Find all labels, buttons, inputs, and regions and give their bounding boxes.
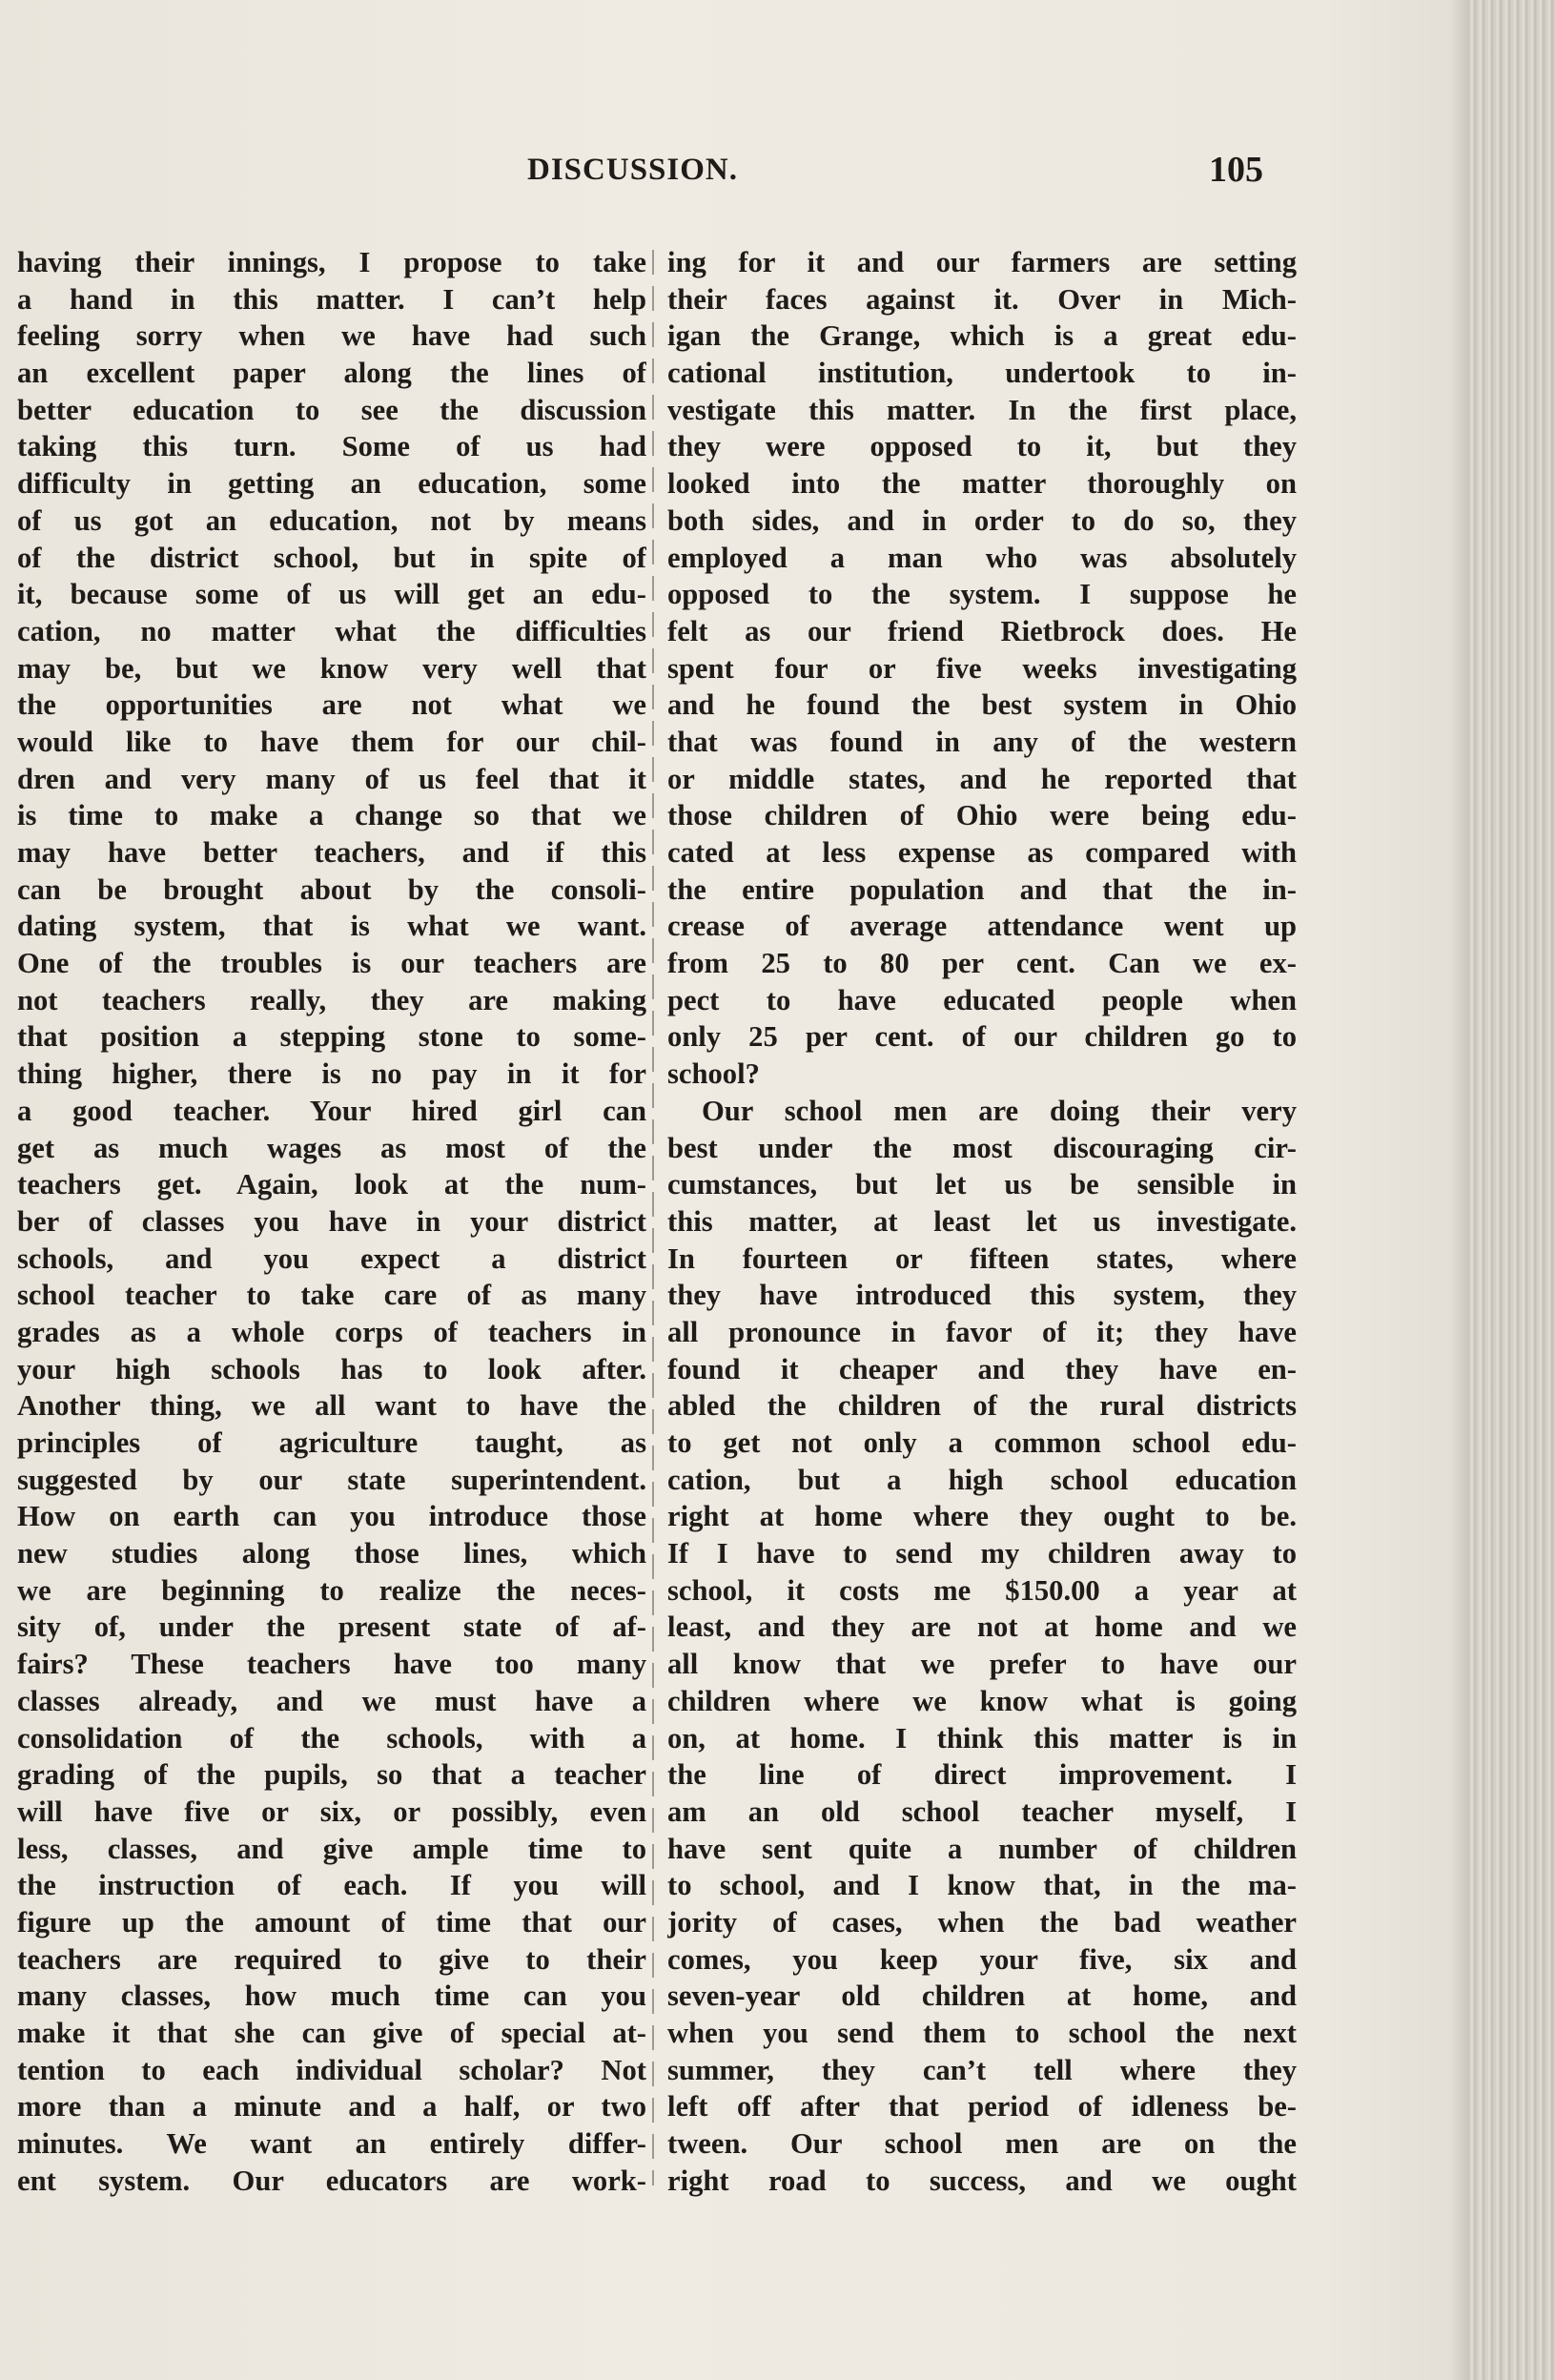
text-line: ber of classes you have in your district — [17, 1204, 646, 1238]
text-line: tention to each individual scholar? Not — [17, 2053, 646, 2086]
text-line: may be, but we know very well that — [17, 651, 646, 685]
text-line: of the district school, but in spite of — [17, 541, 646, 574]
text-line: more than a minute and a half, or two — [17, 2090, 646, 2124]
text-line: and he found the best system in Ohio — [667, 688, 1297, 722]
text-line: cumstances, but let us be sensible in — [667, 1168, 1297, 1201]
text-line: principles of agriculture taught, as — [17, 1426, 646, 1459]
text-line: your high schools has to look after. — [17, 1352, 646, 1385]
text-line: teachers get. Again, look at the num- — [17, 1168, 646, 1201]
text-line: this matter, at least let us investigate. — [667, 1204, 1297, 1238]
text-line: all pronounce in favor of it; they have — [667, 1315, 1297, 1348]
text-line: an excellent paper along the lines of — [17, 357, 646, 390]
column-divider — [652, 250, 654, 2185]
text-line: In fourteen or fifteen states, where — [667, 1241, 1297, 1275]
text-line: both sides, and in order to do so, they — [667, 503, 1297, 537]
text-line: Our school men are doing their very — [702, 1094, 1297, 1127]
page-header — [0, 150, 1555, 210]
text-line: crease of average attendance went up — [667, 910, 1297, 943]
text-line: school teacher to take care of as many — [17, 1279, 646, 1312]
text-line: a hand in this matter. I can’t help — [17, 282, 646, 316]
text-line: am an old school teacher myself, I — [667, 1795, 1297, 1828]
text-line: new studies along those lines, which — [17, 1537, 646, 1570]
text-line: figure up the amount of time that our — [17, 1905, 646, 1939]
text-line: or middle states, and he reported that — [667, 762, 1297, 795]
text-line: will have five or six, or possibly, even — [17, 1795, 646, 1828]
text-line: Another thing, we all want to have the — [17, 1389, 646, 1423]
text-line: get as much wages as most of the — [17, 1131, 646, 1164]
text-line: One of the troubles is our teachers are — [17, 947, 646, 980]
text-line: igan the Grange, which is a great edu- — [667, 319, 1297, 353]
text-line: cation, but a high school education — [667, 1463, 1297, 1496]
text-line: only 25 per cent. of our children go to — [667, 1020, 1297, 1054]
text-line: left off after that period of idleness be- — [667, 2090, 1297, 2124]
text-line: feeling sorry when we have had such — [17, 319, 646, 353]
text-line: teachers are required to give to their — [17, 1942, 646, 1976]
text-line: jority of cases, when the bad weather — [667, 1905, 1297, 1939]
text-line: school, it costs me $150.00 a year at — [667, 1573, 1297, 1607]
text-line: less, classes, and give ample time to — [17, 1832, 646, 1865]
text-line: a good teacher. Your hired girl can — [17, 1094, 646, 1127]
text-line: ent system. Our educators are work- — [17, 2164, 646, 2197]
text-line: their faces against it. Over in Mich- — [667, 282, 1297, 316]
text-line: of us got an education, not by means — [17, 503, 646, 537]
text-line: the line of direct improvement. I — [667, 1758, 1297, 1792]
text-line: children where we know what is going — [667, 1684, 1297, 1717]
text-line: grades as a whole corps of teachers in — [17, 1315, 646, 1348]
text-line: right at home where they ought to be. — [667, 1500, 1297, 1533]
text-line: pect to have educated people when — [667, 983, 1297, 1016]
text-line: least, and they are not at home and we — [667, 1611, 1297, 1644]
text-line: abled the children of the rural districts — [667, 1389, 1297, 1423]
text-line: schools, and you expect a district — [17, 1241, 646, 1275]
left-text-column — [17, 244, 646, 2199]
text-line: to school, and I know that, in the ma- — [667, 1869, 1297, 1902]
text-line: tween. Our school men are on the — [667, 2127, 1297, 2161]
text-line: cation, no matter what the difficulties — [17, 614, 646, 647]
text-line: we are beginning to realize the neces- — [17, 1573, 646, 1607]
text-line: they have introduced this system, they — [667, 1279, 1297, 1312]
text-line: If I have to send my children away to — [667, 1537, 1297, 1570]
text-line: school? — [667, 1057, 760, 1091]
text-line: comes, you keep your five, six and — [667, 1942, 1297, 1976]
text-line: the opportunities are not what we — [17, 688, 646, 722]
text-line: ing for it and our farmers are setting — [667, 246, 1297, 278]
text-line: the entire population and that the in- — [667, 872, 1297, 906]
text-line: consolidation of the schools, with a — [17, 1721, 646, 1754]
text-line: those children of Ohio were being edu- — [667, 799, 1297, 832]
text-line: fairs? These teachers have too many — [17, 1648, 646, 1681]
text-line: suggested by our state superintendent. — [17, 1463, 646, 1496]
text-line: they were opposed to it, but they — [667, 430, 1297, 463]
text-line: it, because some of us will get an edu- — [17, 578, 646, 611]
text-line: may have better teachers, and if this — [17, 836, 646, 869]
text-line: right road to success, and we ought — [667, 2164, 1297, 2197]
text-line: sity of, under the present state of af- — [17, 1611, 646, 1644]
text-line: spent four or five weeks investigating — [667, 651, 1297, 685]
text-line: looked into the matter thoroughly on — [667, 467, 1297, 501]
text-line: having their innings, I propose to take — [17, 246, 646, 278]
text-line: summer, they can’t tell where they — [667, 2053, 1297, 2086]
text-line: cated at less expense as compared with — [667, 836, 1297, 869]
text-line: would like to have them for our chil- — [17, 725, 646, 758]
text-line: best under the most discouraging cir- — [667, 1131, 1297, 1164]
text-line: grading of the pupils, so that a teacher — [17, 1758, 646, 1792]
running-head: DISCUSSION. — [527, 153, 738, 187]
text-line: that was found in any of the western — [667, 725, 1297, 758]
text-line: make it that she can give of special at- — [17, 2017, 646, 2049]
text-line: have sent quite a number of children — [667, 1832, 1297, 1865]
text-line: from 25 to 80 per cent. Can we ex- — [667, 947, 1297, 980]
page-edge-stack — [1469, 0, 1555, 2380]
right-text-column — [667, 244, 1297, 2199]
page-gutter-shadow — [1450, 0, 1471, 2380]
text-line: How on earth can you introduce those — [17, 1500, 646, 1533]
text-line: seven-year old children at home, and — [667, 1980, 1297, 2013]
text-line: all know that we prefer to have our — [667, 1648, 1297, 1681]
text-line: opposed to the system. I suppose he — [667, 578, 1297, 611]
text-line: when you send them to school the next — [667, 2017, 1297, 2049]
text-line: found it cheaper and they have en- — [667, 1352, 1297, 1385]
text-line: many classes, how much time can you — [17, 1980, 646, 2013]
text-line: better education to see the discussion — [17, 393, 646, 426]
text-line: on, at home. I think this matter is in — [667, 1721, 1297, 1754]
text-line: classes already, and we must have a — [17, 1684, 646, 1717]
text-line: dating system, that is what we want. — [17, 910, 646, 943]
text-line: is time to make a change so that we — [17, 799, 646, 832]
text-line: employed a man who was absolutely — [667, 541, 1297, 574]
text-line: the instruction of each. If you will — [17, 1869, 646, 1902]
text-line: difficulty in getting an education, some — [17, 467, 646, 501]
text-line: vestigate this matter. In the first place, — [667, 393, 1297, 426]
text-line: that position a stepping stone to some- — [17, 1020, 646, 1054]
text-line: thing higher, there is no pay in it for — [17, 1057, 646, 1091]
text-line: cational institution, undertook to in- — [667, 357, 1297, 390]
page-number: 105 — [1209, 150, 1263, 190]
text-line: can be brought about by the consoli- — [17, 872, 646, 906]
text-line: dren and very many of us feel that it — [17, 762, 646, 795]
text-line: to get not only a common school edu- — [667, 1426, 1297, 1459]
text-line: felt as our friend Rietbrock does. He — [667, 614, 1297, 647]
text-line: not teachers really, they are making — [17, 983, 646, 1016]
text-line: taking this turn. Some of us had — [17, 430, 646, 463]
text-line: minutes. We want an entirely differ- — [17, 2127, 646, 2161]
